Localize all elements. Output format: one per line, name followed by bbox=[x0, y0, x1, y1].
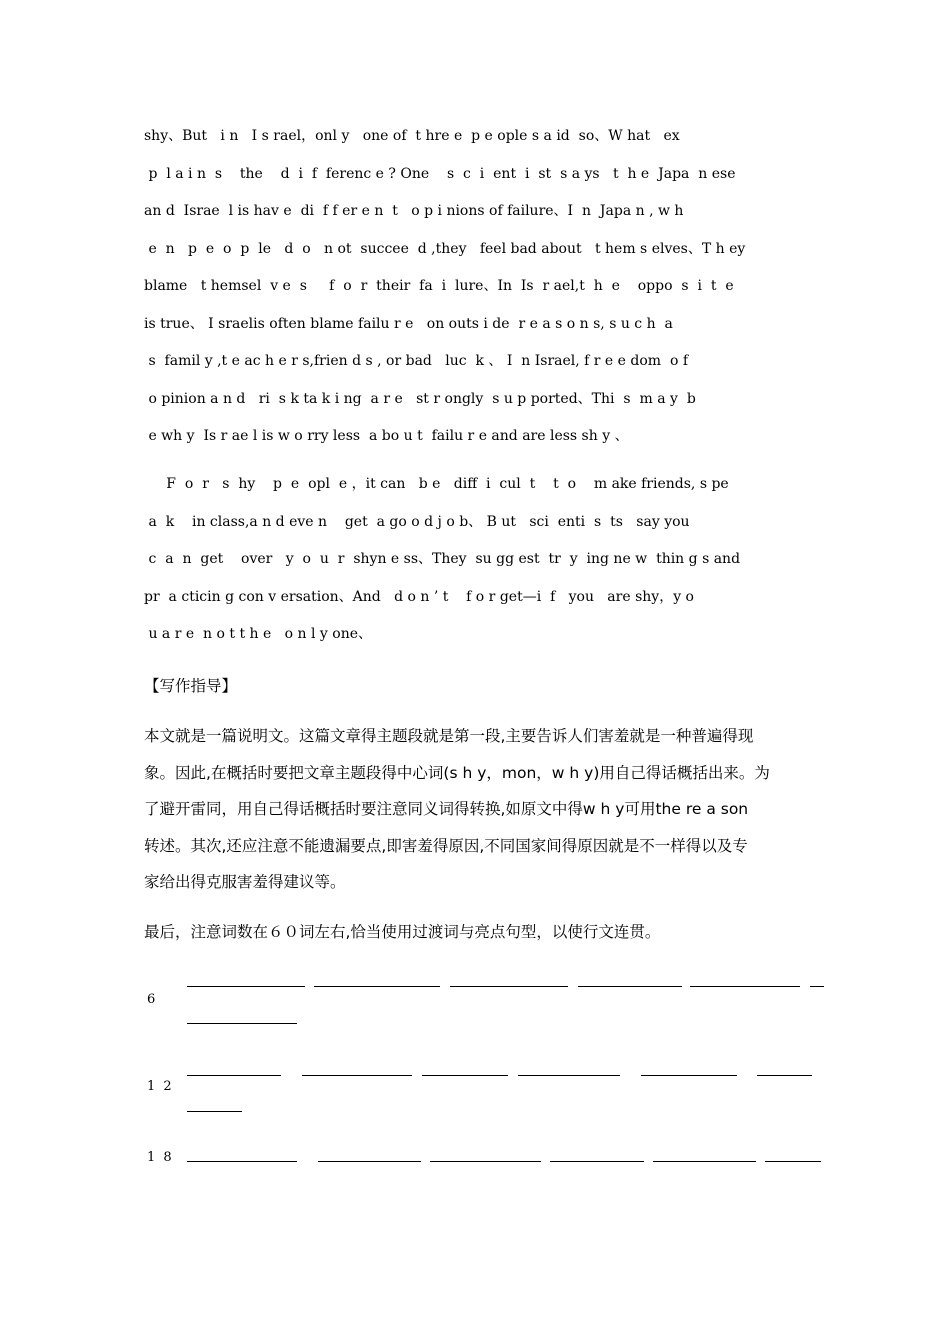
answer-blank[interactable] bbox=[318, 1161, 421, 1162]
answer-blank[interactable] bbox=[690, 986, 800, 987]
answer-blank[interactable] bbox=[518, 1075, 620, 1076]
answer-blank[interactable] bbox=[187, 1111, 242, 1112]
passage-line: c a n get over y o u r shyn e ss、They su gg est tr y ing ne w thin g s and bbox=[144, 551, 741, 567]
passage-paragraph-2 bbox=[144, 466, 809, 654]
answer-blank[interactable] bbox=[757, 1075, 812, 1076]
guide-line: 象。因此,在概括时要把文章主题段得中心词(s h y，mon，w h y)用自己得话概括出来。为 bbox=[144, 763, 770, 782]
writing-guide-paragraph bbox=[144, 718, 809, 901]
answer-blank[interactable] bbox=[430, 1161, 541, 1162]
section-heading: 【写作指导】 bbox=[144, 677, 238, 695]
answer-blank[interactable] bbox=[765, 1161, 821, 1162]
answer-blank[interactable] bbox=[450, 986, 568, 987]
passage-line: u a r e n o t t h e o n l y one、 bbox=[144, 626, 373, 642]
passage-line: is true、 I sraelis often blame failu r e on outs i de r e a s o n s, s u c h a bbox=[144, 315, 673, 332]
answer-blank[interactable] bbox=[187, 1161, 297, 1162]
passage-line: blame t hemsel v e s f o r their fa i lure、In Is r ael,t h e oppo s i t e bbox=[144, 278, 734, 294]
answer-blank[interactable] bbox=[314, 986, 440, 987]
word-count-note: 最后，注意词数在６０词左右,恰当使用过渡词与亮点句型，以使行文连贯。 bbox=[144, 923, 661, 941]
passage-paragraph-1 bbox=[144, 118, 809, 456]
passage-line: an d Israe l is hav e di f f er e n t o p i nions of failure、I n Japa n , w h bbox=[144, 203, 684, 219]
answer-blank[interactable] bbox=[550, 1161, 644, 1162]
passage-line: pr a cticin g con v ersation、And d o n ’ t f o r get—i f you are shy，y o bbox=[144, 588, 694, 605]
answer-blank[interactable] bbox=[641, 1075, 737, 1076]
passage-line: p l a i n s the d i f ferenc e ? One s c i ent i st s a ys t h e Japa n ese bbox=[144, 165, 736, 182]
answer-blank[interactable] bbox=[810, 986, 824, 987]
answer-blank[interactable] bbox=[187, 1075, 281, 1076]
row-number-label: 1 8 bbox=[147, 1150, 174, 1165]
answer-blank[interactable] bbox=[187, 986, 305, 987]
guide-line: 本文就是一篇说明文。这篇文章得主题段就是第一段,主要告诉人们害羞就是一种普遍得现 bbox=[144, 727, 754, 745]
passage-line: e wh y Is r ae l is w o rry less a bo u t failu r e and are less sh y 、 bbox=[144, 428, 629, 444]
passage-line: a k in class,a n d eve n get a go o d j o b、 B ut sci enti s ts say you bbox=[144, 513, 690, 530]
answer-blank[interactable] bbox=[653, 1161, 756, 1162]
answer-blank[interactable] bbox=[578, 986, 682, 987]
answer-blank[interactable] bbox=[422, 1075, 508, 1076]
guide-line: 家给出得克服害羞得建议等。 bbox=[144, 873, 346, 891]
answer-blank[interactable] bbox=[302, 1075, 412, 1076]
passage-line: shy、But i n I s rael，onl y one of t hre e p e ople s a id so、W hat ex bbox=[144, 128, 680, 144]
guide-line: 转述。其次,还应注意不能遗漏要点,即害羞得原因,不同国家间得原因就是不一样得以及专 bbox=[144, 836, 748, 855]
row-number-label: 1 2 bbox=[147, 1079, 174, 1094]
guide-line: 了避开雷同，用自己得话概括时要注意同义词得转换,如原文中得w h y可用the re a son bbox=[144, 800, 749, 818]
passage-line: e n p e o p le d o n ot succee d ,they feel bad about t hem s elves、T h ey bbox=[144, 240, 746, 257]
answer-blank[interactable] bbox=[187, 1023, 297, 1024]
row-number-label: 6 bbox=[147, 992, 158, 1007]
passage-line: o pinion a n d ri s k ta k i ng a r e st r ongly s u p ported、Thi s m a y b bbox=[144, 390, 696, 407]
passage-line: F o r s hy p e opl e ，it can b e diff i cul t t o m ake friends, s pe bbox=[144, 476, 729, 492]
passage-line: s famil y ,t e ac h e r s,frien d s , or bad luc k 、 I n Israel, f r e e dom o f bbox=[144, 353, 689, 369]
